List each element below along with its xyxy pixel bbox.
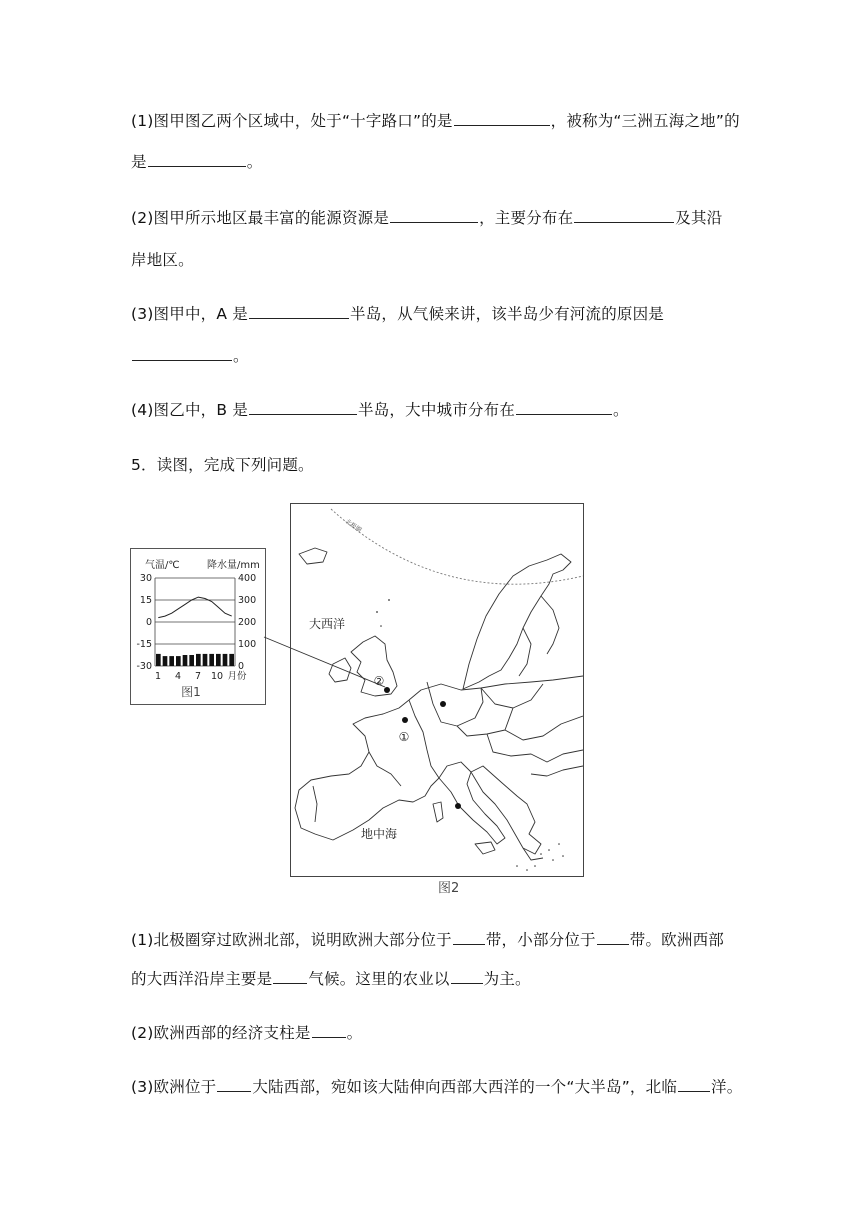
q5-line-1 (131, 928, 724, 950)
answer-blank[interactable] (453, 943, 485, 945)
q5-1-text-a: (1)北极圈穿过欧洲北部，说明欧洲大部分位于 (131, 931, 452, 949)
city-dot-paris (402, 717, 408, 723)
q4-3-text-b: 半岛，从气候来讲，该半岛少有河流的原因是 (350, 305, 665, 323)
sardinia-outline (433, 802, 443, 822)
spain-france-border (369, 752, 401, 786)
atlantic-label: 大西洋 (309, 617, 346, 631)
q4-1-text-a: (1)图甲图乙两个区域中，处于“十字路口”的是 (131, 112, 453, 130)
q5-1-text-d: 的大西洋沿岸主要是 (131, 970, 273, 988)
month-tick: 4 (174, 671, 182, 682)
q5-1-text-e: 气候。这里的农业以 (308, 970, 450, 988)
q5-1-text-f: 为主。 (483, 970, 531, 988)
precip-tick: 100 (238, 639, 257, 650)
city-dot-rome (455, 803, 461, 809)
temp-tick: 30 (139, 573, 152, 584)
precip-axis-label: 降水量/mm (207, 560, 260, 571)
poland-outline (481, 684, 543, 708)
scandinavia-outline (463, 554, 571, 689)
europe-map (290, 503, 584, 877)
precip-tick: 400 (238, 573, 257, 584)
month-tick: 1 (154, 671, 162, 682)
europe-map-drawing (291, 504, 583, 876)
sicily-outline (475, 842, 495, 854)
q4-1-text-b: ，被称为“三洲五海之地”的 (550, 112, 740, 130)
q4-4-text-a: (4)图乙中，B 是 (131, 401, 249, 419)
north-coast (409, 676, 583, 700)
q5-1-text-c: 带。欧洲西部 (629, 931, 724, 949)
arctic-circle-line (331, 509, 583, 584)
answer-blank[interactable] (678, 1090, 710, 1092)
q4-2-text-b: ，主要分布在 (479, 209, 574, 227)
answer-blank[interactable] (273, 982, 307, 984)
q5-3-text-c: 洋。 (711, 1078, 743, 1096)
answer-blank[interactable] (451, 982, 483, 984)
month-tick: 月份 (227, 671, 247, 682)
q5-line-4 (131, 1075, 742, 1097)
q4-3-text-a: (3)图甲中，A 是 (131, 305, 248, 323)
month-tick: 10 (210, 671, 224, 682)
q4-1-text-c: 是 (131, 153, 147, 171)
q4-1-text-d: 。 (246, 153, 263, 171)
figure-1-caption: 图1 (181, 685, 201, 699)
france-east-border (409, 700, 439, 778)
q4-3-text-c: 。 (233, 347, 249, 365)
q4-2-text-c: 及其沿 (675, 209, 723, 227)
temp-tick: 0 (145, 617, 152, 628)
q5-3-text-b: 大陆西部，宛如该大陆伸向西部大西洋的一个“大半岛”，北临 (252, 1078, 678, 1096)
portugal-border (313, 786, 317, 822)
precip-tick: 0 (238, 661, 245, 672)
city-dot-berlin (440, 701, 446, 707)
answer-blank[interactable] (597, 943, 629, 945)
month-tick: 7 (194, 671, 202, 682)
temp-tick: -15 (136, 639, 152, 650)
iceland-outline (299, 548, 327, 564)
q4-4-text-c: 。 (613, 401, 629, 419)
temp-tick: -30 (136, 661, 152, 672)
q4-2-text-d: 岸地区。 (131, 251, 194, 269)
answer-blank[interactable] (217, 1090, 251, 1092)
answer-blank[interactable] (312, 1036, 346, 1038)
q5-line-2 (131, 967, 531, 989)
ireland-outline (329, 658, 351, 682)
arctic-circle-label: 北极圈 (343, 517, 363, 534)
q5-1-text-b: 带，小部分位于 (485, 931, 596, 949)
city-dot-london (384, 687, 390, 693)
q4-2-text-a: (2)图甲所示地区最丰富的能源资源是 (131, 209, 390, 227)
precip-tick: 200 (238, 617, 257, 628)
mediterranean-label: 地中海 (361, 827, 398, 841)
q4-4-text-b: 半岛，大中城市分布在 (358, 401, 516, 419)
sweden-coast (519, 628, 531, 676)
balkan-border (487, 734, 583, 762)
temp-axis-label: 气温/℃ (145, 560, 180, 571)
east-border (505, 716, 583, 740)
marker-1: ① (398, 730, 410, 744)
black-sea-coast (531, 766, 583, 776)
q5-2-text-b: 。 (346, 1024, 363, 1042)
q5-3-text-a: (3)欧洲位于 (131, 1078, 217, 1096)
q5-title: 5．读图，完成下列问题。 (131, 456, 314, 474)
marker-2: ② (373, 674, 385, 688)
finland-coast (541, 596, 559, 654)
temp-tick: 15 (139, 595, 152, 606)
q5-2-text-a: (2)欧洲西部的经济支柱是 (131, 1024, 311, 1042)
q5-line-3 (131, 1021, 362, 1043)
precip-tick: 300 (238, 595, 257, 606)
figure-2-caption: 图2 (438, 881, 460, 896)
